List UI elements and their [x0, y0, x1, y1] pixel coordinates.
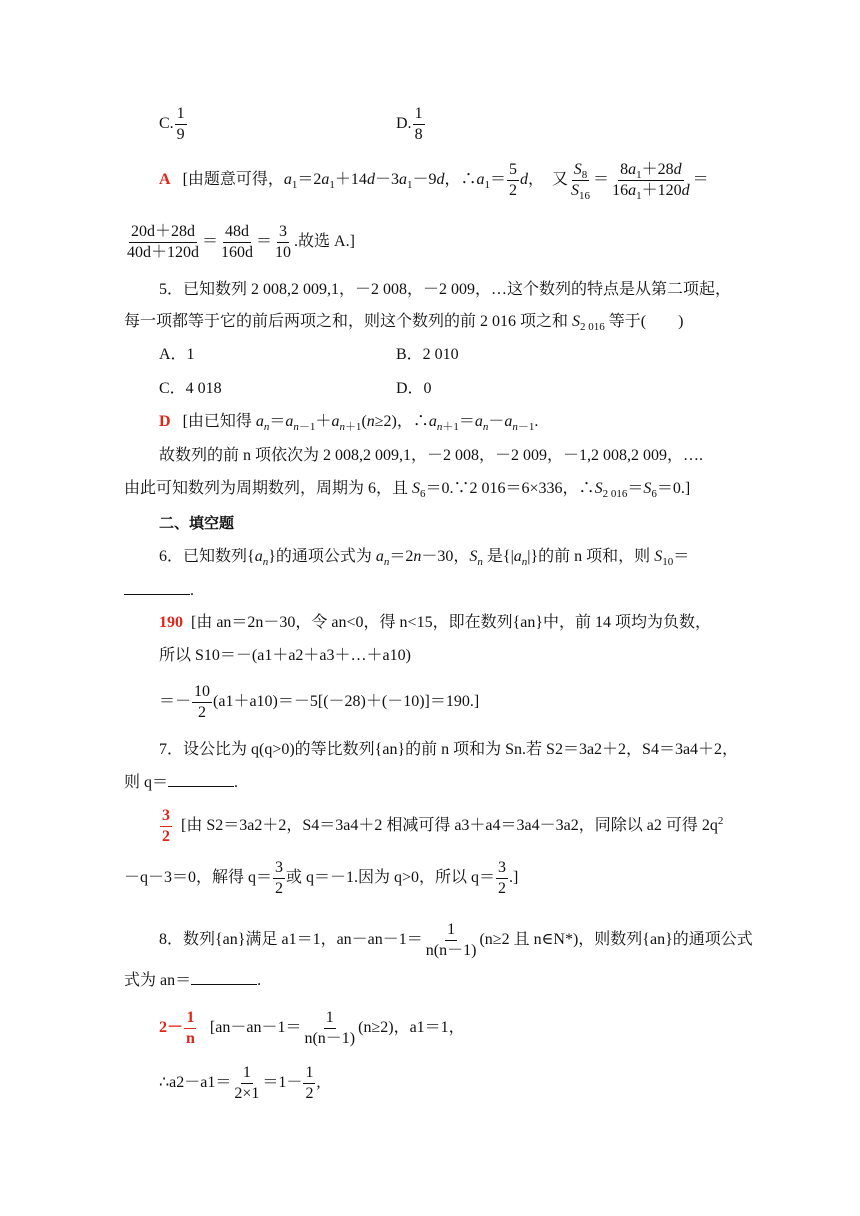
q4-answer-line2: $\frac{20d+28d}{40d+120d}$ ＝ $\frac{48d}{160d}$ ＝ $\frac{3}{10}$ .故选 A.] — [127, 223, 355, 261]
q7-answer-line1: $\frac{3}{2}$ [由 S2＝3a2＋2，S4＝3a4＋2 相减可得 a3＋a4＝3a4－3a2，同除以 a2 可得 $2q^2$ — [162, 807, 724, 845]
q8-line2: 式为 an＝ . — [124, 972, 262, 989]
q8-answer-line2: ∴a2－a1＝ $\frac{1}{2\times 1}$ ＝1－ $\frac{1}{2}$ , — [159, 1064, 321, 1102]
q5-line2: 每一项都等于它的前后两项之和，则这个数列的前 2 016 项之和 $S_{2 016}$ 等于( ) — [124, 313, 684, 333]
q7-line1: 7．设公比为 q(q>0)的等比数列{an}的前 n 项和为 Sn.若 S2＝3a2＋2，S4＝3a4＋2， — [159, 741, 739, 758]
q5-answer-line3: 由此可知数列为周期数列，周期为 6，且 $S_6=0.\because 2$ 016＝6×336，$\therefore S_{2 016}=S_6=0$.] — [124, 480, 691, 500]
section-title: 二、填空题 — [159, 514, 235, 532]
answer-key: D — [159, 413, 171, 430]
q5-answer-line2: 故数列的前 n 项依次为 2 008,2 009,1，－2 008，－2 009，－1,2 008,2 009，…. — [159, 447, 704, 464]
answer-blank — [124, 580, 190, 595]
answer-blank — [168, 772, 234, 787]
q6-answer-line3: ＝－ $\frac{10}{2}$ (a1＋a10)＝－5[(－28)＋(－10)]＝190.] — [159, 683, 480, 721]
answer-key: $\frac{3}{2}$ — [162, 807, 170, 845]
q7-answer-line2: －q－3＝0，解得 q＝ $\frac{3}{2}$ 或 q＝－1.因为 q>0，所以 q＝ $\frac{3}{2}$ .] — [124, 859, 519, 897]
q6-line1: 6．已知数列$\{a_n\}$的通项公式为 $a_n=2n-30$，$S_n$ 是$\{|a_n|\}$的前 n 项和，则 $S_{10}=$ — [159, 548, 690, 568]
q8-line1: 8．数列{an}满足 a1＝1，an－an－1＝ $\frac{1}{n(n-1)}$ (n≥2 且 n∈N*)，则数列{an}的通项公式 — [159, 921, 753, 959]
q8-answer-line1: 2－ $\frac{1}{n}$ [an－an－1＝ $\frac{1}{n(n-1)}$ (n≥2)，a1＝1， — [159, 1009, 465, 1047]
q5-option-b: B．2 010 — [396, 346, 459, 363]
answer-key: 2－ $\frac{1}{n}$ — [159, 1009, 195, 1047]
q4-option-c: C. $\frac{1}{9}$ — [159, 105, 185, 143]
q5-option-d: D．0 — [396, 380, 432, 397]
q6-line2: . — [124, 580, 194, 602]
answer-key: A — [159, 171, 171, 189]
q6-answer-line1: 190 [由 an＝2n－30，令 an<0，得 n<15，即在数列{an}中，前 14 项均为负数， — [159, 614, 712, 631]
q5-option-c: C．4 018 — [159, 380, 222, 397]
q5-line1: 5．已知数列 2 008,2 009,1，－2 008，－2 009，…这个数列的特点是从第二项起， — [159, 281, 732, 298]
q5-option-a: A．1 — [159, 346, 195, 363]
q4-answer-line1: A [由题意可得，$a_1=2a_1+14d-3a_1-9d$，$\therefore a_1=$ $\frac{5}{2}$ d， 又 $\frac{S_8}{S_{16}}$ ＝ $\frac{8a_1+28d}{16a_1+120d}$ ＝ — [159, 161, 709, 202]
q7-line2: 则 q＝ . — [124, 774, 239, 791]
q6-answer-line2: 所以 S10＝－(a1＋a2＋a3＋…＋a10) — [159, 647, 411, 664]
answer-blank — [191, 970, 257, 985]
q5-answer-line1: D [由已知得 $a_n=a_{n-1}+a_{n+1}(n\ge 2)$，$\therefore a_{n+1}=a_n-a_{n-1}$. — [159, 413, 539, 433]
q4-option-d: D. $\frac{1}{8}$ — [396, 105, 423, 143]
answer-key: 190 — [159, 614, 183, 631]
